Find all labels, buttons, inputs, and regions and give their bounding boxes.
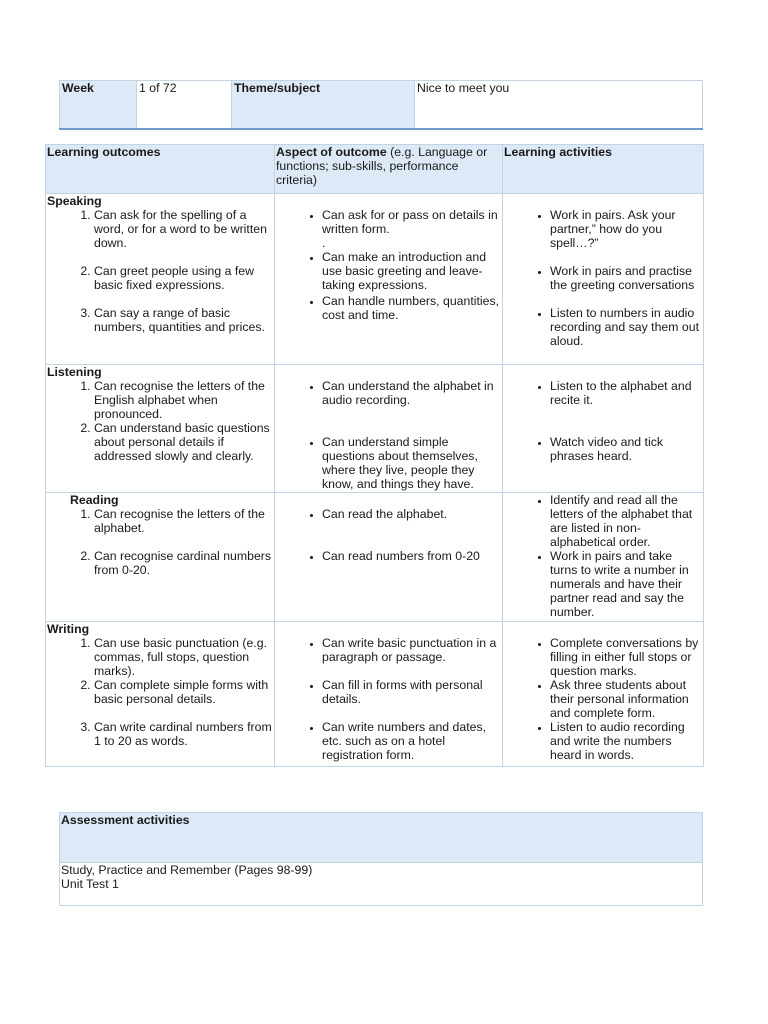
theme-value: Nice to meet you: [415, 81, 703, 130]
listening-title: Listening: [47, 365, 102, 379]
list-item: • Ask three students about their personal information and complete form.: [550, 678, 702, 720]
list-item: 2. Can complete simple forms with basic personal details.: [94, 678, 273, 706]
speaking-outcomes-cell: [46, 194, 275, 365]
list-item: • Identify and read all the letters of the alphabet that are listed in non-alphabetical order.: [550, 493, 702, 549]
week-table: [59, 80, 703, 130]
listening-activities-list: [504, 379, 702, 463]
list-item: 1. Can recognise the letters of the English alphabet when pronounced.: [94, 379, 273, 421]
writing-outcomes-list: [47, 636, 273, 748]
writing-activities-cell: [503, 622, 704, 767]
row-speaking: [46, 194, 704, 365]
reading-activities-list: [504, 493, 702, 619]
list-item: 1. Can recognise the letters of the alphabet.: [94, 507, 273, 535]
list-item: • Watch video and tick phrases heard.: [550, 435, 702, 463]
writing-title: Writing: [47, 622, 90, 636]
assessment-line: Study, Practice and Remember (Pages 98-99): [61, 863, 313, 877]
reading-activities-cell: [503, 493, 704, 622]
list-item: • Listen to the alphabet and recite it.: [550, 379, 702, 407]
speaking-activities-list: [504, 208, 702, 348]
reading-outcomes-cell: [46, 493, 275, 622]
week-value: 1 of 72: [137, 81, 232, 130]
listening-outcomes-cell: [46, 365, 275, 493]
list-item: • Work in pairs and practise the greeting conversations: [550, 264, 702, 292]
writing-activities-list: [504, 636, 702, 762]
list-item: • Can write basic punctuation in a paragraph or passage.: [322, 636, 501, 664]
listening-aspects-cell: [275, 365, 503, 493]
theme-label: Theme/subject: [232, 81, 415, 130]
header-learning-activities: Learning activities: [503, 145, 704, 194]
list-item: 2. Can recognise cardinal numbers from 0-20.: [94, 549, 273, 577]
speaking-title: Speaking: [47, 194, 102, 208]
list-item: 3. Can say a range of basic numbers, quantities and prices.: [94, 306, 273, 334]
list-item: 1. Can ask for the spelling of a word, or for a word to be written down.: [94, 208, 273, 250]
list-item: • Can fill in forms with personal details.: [322, 678, 501, 706]
week-label: Week: [60, 81, 137, 130]
list-item: 1. Can use basic punctuation (e.g. commas, full stops, question marks).: [94, 636, 273, 678]
list-item: • Complete conversations by filling in either full stops or question marks.: [550, 636, 702, 678]
list-item: • Can understand the alphabet in audio recording.: [322, 379, 501, 407]
list-item: • Can read the alphabet.: [322, 507, 501, 521]
list-item: • Work in pairs and take turns to write a number in numerals and have their partner read and say the number.: [550, 549, 702, 619]
row-listening: [46, 365, 704, 493]
speaking-aspects-list: [276, 208, 501, 322]
outcomes-table: [45, 144, 704, 767]
listening-outcomes-list: [47, 379, 273, 463]
row-writing: [46, 622, 704, 767]
speaking-outcomes-list: [47, 208, 273, 334]
reading-outcomes-list: [47, 507, 273, 577]
list-item: • Listen to audio recording and write the numbers heard in words.: [550, 720, 702, 762]
list-item: 2. Can greet people using a few basic fixed expressions.: [94, 264, 273, 292]
reading-aspects-list: [276, 507, 501, 563]
assessment-title: Assessment activities: [60, 813, 703, 863]
assessment-line: Unit Test 1: [61, 877, 119, 891]
list-item: • Can ask for or pass on details in written form. .: [322, 208, 501, 250]
listening-aspects-list: [276, 379, 501, 491]
list-item: • Can make an introduction and use basic greeting and leave-taking expressions.: [322, 250, 501, 292]
header-aspect-of-outcome: Aspect of outcome (e.g. Language or functions; sub-skills, performance criteria): [275, 145, 503, 194]
list-item: • Can write numbers and dates, etc. such as on a hotel registration form.: [322, 720, 501, 762]
list-item: • Work in pairs. Ask your partner,” how do you spell…?”: [550, 208, 702, 250]
reading-aspects-cell: [275, 493, 503, 622]
listening-activities-cell: [503, 365, 704, 493]
speaking-activities-cell: [503, 194, 704, 365]
assessment-content: [60, 863, 703, 906]
list-item: 3. Can write cardinal numbers from 1 to 20 as words.: [94, 720, 273, 748]
list-item: • Can read numbers from 0-20: [322, 549, 501, 563]
list-item: • Listen to numbers in audio recording and say them out aloud.: [550, 306, 702, 348]
list-item: • Can understand simple questions about themselves, where they live, people they know, and things they have.: [322, 435, 501, 491]
writing-aspects-cell: [275, 622, 503, 767]
list-item: 2. Can understand basic questions about personal details if addressed slowly and clearly.: [94, 421, 273, 463]
writing-outcomes-cell: [46, 622, 275, 767]
assessment-table: [59, 812, 703, 906]
list-item: • Can handle numbers, quantities, cost and time.: [322, 294, 501, 322]
reading-title: Reading: [70, 493, 119, 507]
writing-aspects-list: [276, 636, 501, 762]
row-reading: [46, 493, 704, 622]
header-learning-outcomes: Learning outcomes: [46, 145, 275, 194]
speaking-aspects-cell: [275, 194, 503, 365]
